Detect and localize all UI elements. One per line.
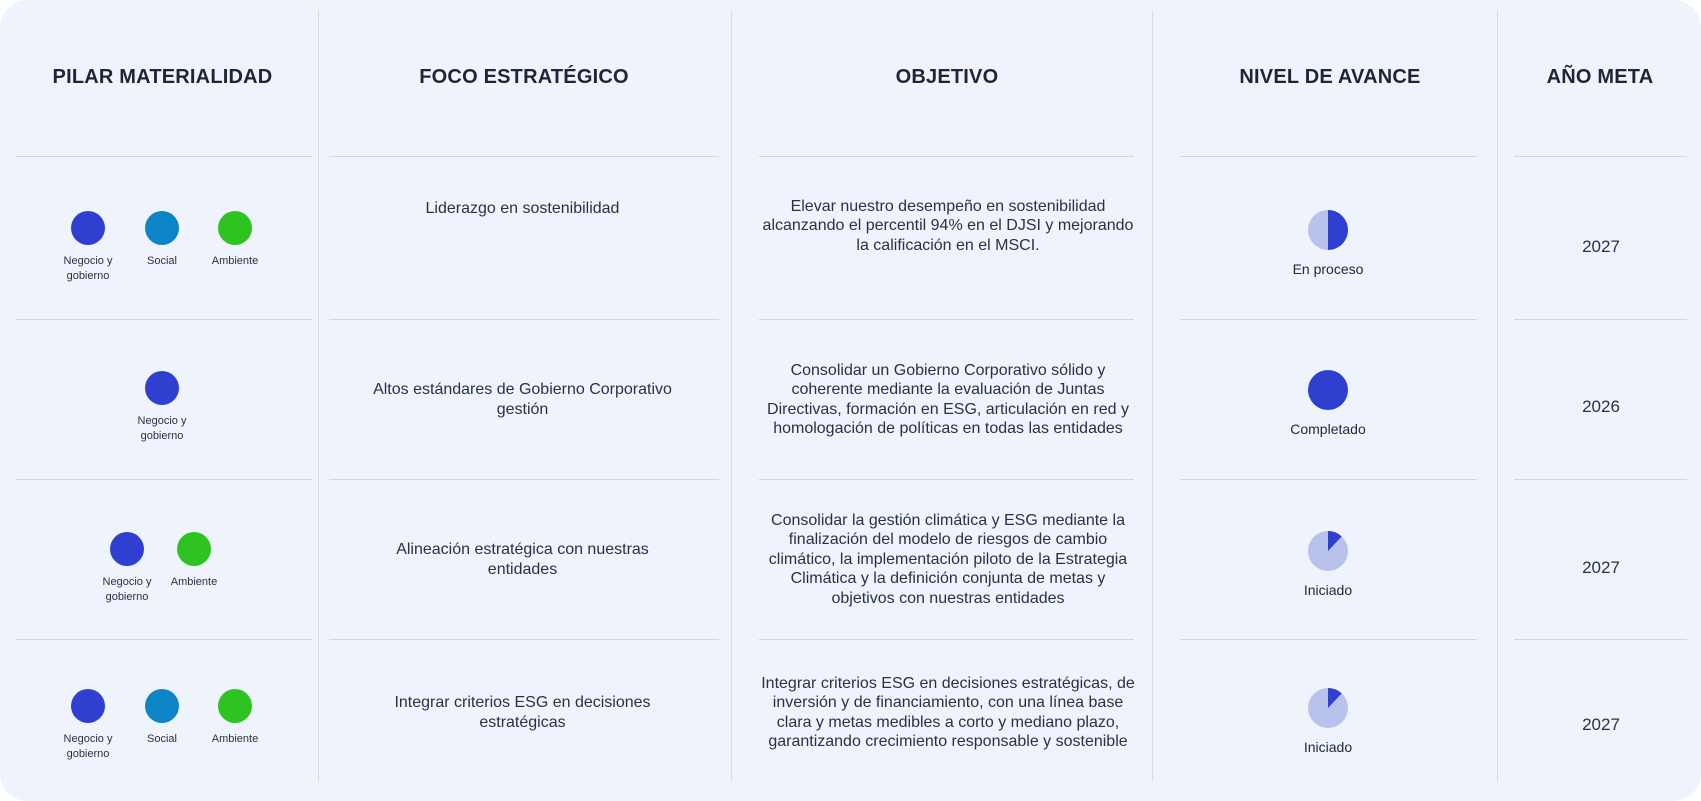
pillar-ambiente	[190, 211, 280, 269]
header-anio-meta: AÑO META	[1546, 65, 1654, 88]
header-objetivo: OBJETIVO	[895, 65, 999, 88]
row-separator	[1514, 479, 1687, 480]
nivel-de-avance	[1248, 530, 1408, 598]
progress-fill	[1328, 210, 1348, 250]
pillar-dot-icon	[145, 371, 179, 405]
foco-estrategico-cell: Integrar criterios ESG en decisiones estratégicas	[394, 694, 651, 731]
foco-estrategico-cell: Liderazgo en sostenibilidad	[425, 200, 620, 218]
pillar-dot-icon	[218, 211, 252, 245]
anio-meta-cell: 2026	[1582, 397, 1620, 416]
row-separator	[16, 639, 312, 640]
header-nivel-de-avance: NIVEL DE AVANCE	[1239, 65, 1421, 88]
objetivo-cell: Elevar nuestro desempeño en sostenibilidad alcanzando el percentil 94% en el DJSI y mejorando la calificación en el MSCI.	[762, 197, 1134, 254]
objetivo-cell: Consolidar un Gobierno Corporativo sólido y coherente mediante la evaluación de Juntas Directivas, formación en ESG, articulación en red y homologación de políticas en todas las entidades	[767, 361, 1129, 437]
row-separator	[1514, 319, 1687, 320]
pillar-label: Negocio y gobierno	[63, 255, 113, 282]
column-divider	[318, 10, 319, 782]
avance-label: En proceso	[1292, 261, 1364, 277]
anio-meta-cell: 2027	[1582, 558, 1620, 577]
pillar-negocio-y-gobierno	[117, 371, 207, 444]
pillar-label: Ambiente	[211, 255, 259, 267]
row-separator	[1181, 479, 1477, 480]
pillar-dot-icon	[218, 689, 252, 723]
anio-meta-cell: 2027	[1582, 715, 1620, 734]
pillar-dot-icon	[71, 211, 105, 245]
column-divider	[731, 10, 732, 782]
nivel-de-avance	[1248, 209, 1408, 277]
pillar-label: Social	[147, 255, 177, 267]
row-separator	[1181, 319, 1477, 320]
row-separator	[1181, 156, 1477, 157]
pillar-dot-icon	[145, 689, 179, 723]
pillar-dot-icon	[177, 532, 211, 566]
avance-label: Iniciado	[1303, 582, 1353, 598]
row-separator	[16, 319, 312, 320]
nivel-de-avance	[1248, 369, 1408, 437]
progress-track	[1308, 370, 1348, 410]
row-separator	[1514, 639, 1687, 640]
row-separator	[16, 479, 312, 480]
progress-pie-icon	[1307, 530, 1349, 572]
progress-pie-icon	[1307, 369, 1349, 411]
pillar-ambiente	[190, 689, 280, 747]
pillar-dot-icon	[145, 211, 179, 245]
pillar-ambiente	[149, 532, 239, 590]
pillar-label: Negocio y gobierno	[137, 415, 187, 442]
column-divider	[1152, 10, 1153, 782]
avance-label: Completado	[1290, 421, 1366, 437]
header-foco-estrategico: FOCO ESTRATÉGICO	[419, 65, 629, 88]
row-separator	[16, 156, 312, 157]
foco-estrategico-cell: Altos estándares de Gobierno Corporativo gestión	[373, 381, 672, 418]
header-pilar-materialidad: PILAR MATERIALIDAD	[52, 65, 273, 88]
pillar-dot-icon	[110, 532, 144, 566]
avance-label: Iniciado	[1303, 739, 1353, 755]
pillar-dot-icon	[71, 689, 105, 723]
row-separator	[1181, 639, 1477, 640]
column-divider	[1497, 10, 1498, 782]
pillar-label: Ambiente	[211, 733, 259, 745]
pillar-label: Negocio y gobierno	[63, 733, 113, 760]
foco-estrategico-cell: Alineación estratégica con nuestras entidades	[396, 541, 649, 578]
progress-pie-icon	[1307, 687, 1349, 729]
row-separator	[1514, 156, 1687, 157]
pillar-label: Ambiente	[170, 576, 218, 588]
anio-meta-cell: 2027	[1582, 237, 1620, 256]
objetivo-cell: Consolidar la gestión climática y ESG mediante la finalización del modelo de riesgos de cambio climático, la implementación piloto de la Estrategia Climática y la definición conjunta de metas y objetivos con nuestras entidades	[768, 511, 1128, 607]
pillar-label: Negocio y gobierno	[102, 576, 152, 603]
objetivo-cell: Integrar criterios ESG en decisiones estratégicas, de inversión y de financiamiento, con una línea base clara y metas medibles a corto y mediano plazo, garantizando crecimiento responsable y sostenible	[761, 674, 1135, 750]
pillar-label: Social	[147, 733, 177, 745]
progress-pie-icon	[1307, 209, 1349, 251]
nivel-de-avance	[1248, 687, 1408, 755]
